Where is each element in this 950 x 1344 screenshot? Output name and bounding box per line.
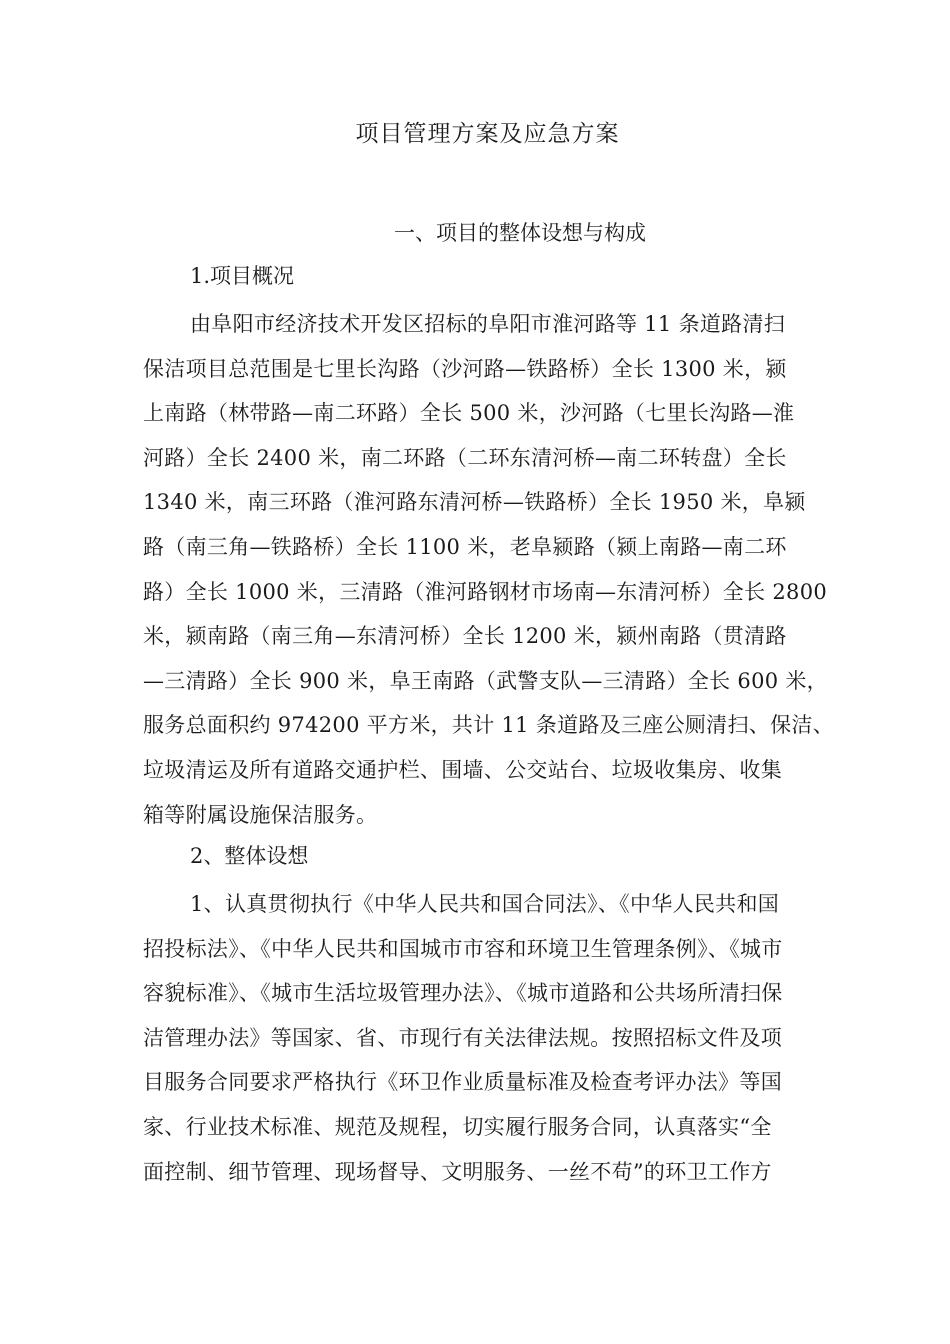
paragraph-line: —三清路）全长 900 米，阜王南路（武警支队—三清路）全长 600 米， — [143, 668, 828, 693]
document-title: 项目管理方案及应急方案 — [355, 121, 620, 147]
paragraph-line: 1340 米，南三环路（淮河路东清河桥—铁路桥）全长 1950 米，阜颍 — [143, 490, 806, 515]
section-heading: 一、项目的整体设想与构成 — [394, 221, 646, 245]
paragraph-line: 1、认真贯彻执行《中华人民共和国合同法》、《中华人民共和国 — [190, 892, 780, 916]
paragraph-line: 箱等附属设施保洁服务。 — [143, 802, 378, 827]
paragraph-line: 服务总面积约 974200 平方米，共计 11 条道路及三座公厕清扫、保洁、 — [143, 713, 834, 738]
paragraph-line: 由阜阳市经济技术开发区招标的阜阳市淮河路等 11 条道路清扫 — [190, 312, 786, 336]
paragraph-line: 上南路（林带路—南二环路）全长 500 米，沙河路（七里长沟路—淮 — [143, 401, 795, 426]
subsection-heading-overall-concept: 2、整体设想 — [190, 844, 309, 868]
paragraph-line: 路）全长 1000 米，三清路（淮河路钢材市场南—东清河桥）全长 2800 — [143, 579, 828, 604]
paragraph-line: 河路）全长 2400 米，南二环路（二环东清河桥—南二环转盘）全长 — [143, 445, 787, 470]
paragraph-line: 容貌标准》、《城市生活垃圾管理办法》、《城市道路和公共场所清扫保 — [143, 981, 783, 1006]
paragraph-line: 招投标法》、《中华人民共和国城市市容和环境卫生管理条例》、《城市 — [143, 936, 783, 961]
paragraph-line: 目服务合同要求严格执行《环卫作业质量标准及检查考评办法》等国 — [143, 1070, 782, 1095]
subsection-heading-overview: 1.项目概况 — [190, 264, 295, 288]
paragraph-line: 垃圾清运及所有道路交通护栏、围墙、公交站台、垃圾收集房、收集 — [143, 757, 782, 782]
paragraph-project-overview — [143, 302, 834, 837]
paragraph-line: 保洁项目总范围是七里长沟路（沙河路—铁路桥）全长 1300 米，颍 — [143, 356, 787, 381]
paragraph-line: 家、行业技术标准、规范及规程，切实履行服务合同，认真落实“全 — [143, 1114, 772, 1139]
paragraph-line: 洁管理办法》等国家、省、市现行有关法律法规。按照招标文件及项 — [143, 1025, 782, 1050]
paragraph-overall-concept — [143, 882, 813, 1194]
paragraph-line: 路（南三角—铁路桥）全长 1100 米，老阜颍路（颍上南路—南二环 — [143, 534, 787, 559]
paragraph-line: 面控制、细节管理、现场督导、文明服务、一丝不苟”的环卫工作方 — [143, 1159, 772, 1184]
paragraph-line: 米，颍南路（南三角—东清河桥）全长 1200 米，颍州南路（贯清路 — [143, 624, 787, 649]
